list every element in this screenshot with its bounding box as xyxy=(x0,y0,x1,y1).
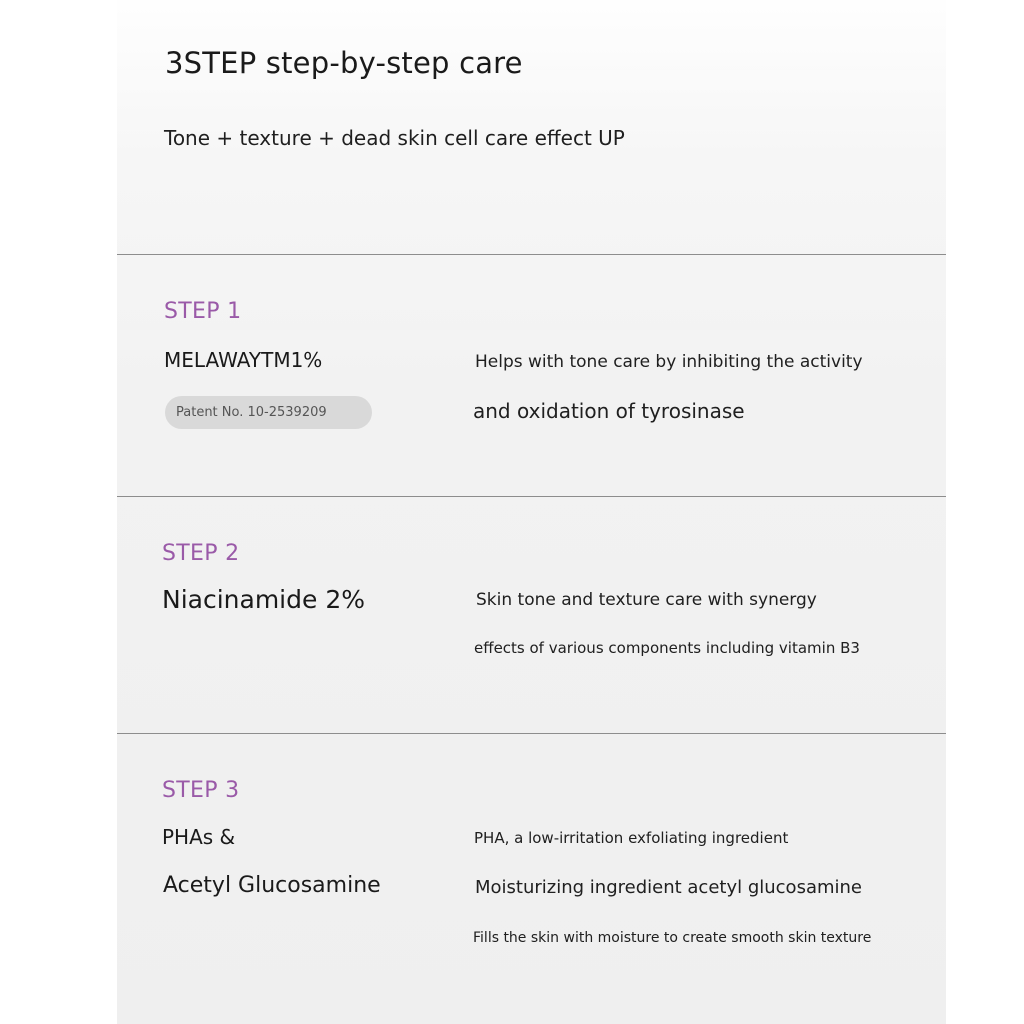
ingredient-name: MELAWAYTM1% xyxy=(164,348,323,372)
step-description-line: effects of various components including vitamin B3 xyxy=(474,639,860,657)
divider xyxy=(117,254,946,255)
ingredient-name: Niacinamide 2% xyxy=(162,585,365,614)
step-label: STEP 1 xyxy=(164,299,242,324)
page-subtitle: Tone + texture + dead skin cell care effect UP xyxy=(164,126,625,150)
ingredient-name: PHAs & xyxy=(162,825,236,849)
patent-badge: Patent No. 10-2539209 xyxy=(165,396,372,429)
step-label: STEP 2 xyxy=(162,541,240,566)
page-title: 3STEP step-by-step care xyxy=(165,46,523,80)
divider xyxy=(117,496,946,497)
step-description-line: Skin tone and texture care with synergy xyxy=(476,590,817,610)
care-panel xyxy=(117,0,946,1024)
divider xyxy=(117,733,946,734)
step-description-line: PHA, a low-irritation exfoliating ingredient xyxy=(474,829,789,847)
step-description-line: Fills the skin with moisture to create smooth skin texture xyxy=(473,930,872,946)
step-description-line: Helps with tone care by inhibiting the activity xyxy=(475,352,863,372)
ingredient-name: Acetyl Glucosamine xyxy=(163,873,381,898)
step-description-line: and oxidation of tyrosinase xyxy=(473,399,745,423)
step-description-line: Moisturizing ingredient acetyl glucosamine xyxy=(475,877,862,898)
step-label: STEP 3 xyxy=(162,778,240,803)
